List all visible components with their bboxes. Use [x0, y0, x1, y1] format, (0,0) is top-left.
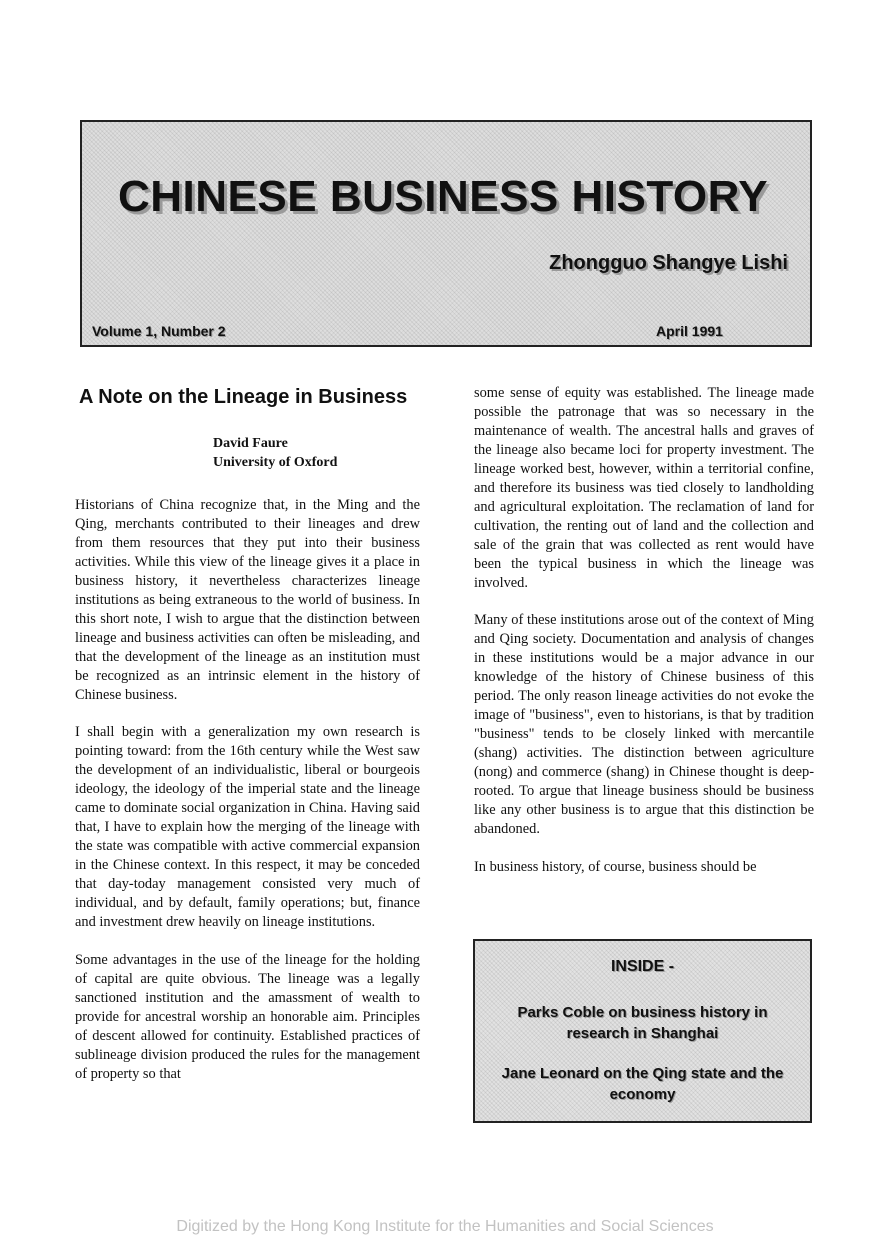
author-affiliation: University of Oxford	[213, 455, 338, 470]
newsletter-subtitle: Zhongguo Shangye Lishi	[549, 252, 788, 274]
inside-item: Parks Coble on business history in research in Shanghai	[517, 1004, 768, 1042]
inside-item: Jane Leonard on the Qing state and the economy	[501, 1065, 784, 1103]
byline	[213, 434, 420, 472]
paragraph: Some advantages in the use of the lineage for the holding of capital are quite obvious. The lineage was a legally sanctioned institution and the amassment of wealth to provide for ancestral worship an honorable aim. Principles of descent allowed for continuity. Established practices of sublineage division produced the rules for the management of property so that	[75, 951, 420, 1082]
author-name: David Faure	[213, 436, 288, 451]
paragraph: Many of these institutions arose out of the context of Ming and Qing society. Documentation and analysis of changes in these institutions would be a major advance in our knowledge of the history of Chinese business of this period. The only reason lineage activities do not evoke the image of "business", even to historians, is that by tradition "business" tends to be closely linked with mercantile (shang) activities. The distinction between agriculture (nong) and commerce (shang) in Chinese thought is deep-rooted. To argue that lineage business should be business like any other business is to argue that this distinction be abandoned.	[474, 612, 814, 837]
digitization-footer: Digitized by the Hong Kong Institute for the Humanities and Social Sciences	[176, 1218, 714, 1235]
paragraph: I shall begin with a generalization my own research is pointing toward: from the 16th century while the West saw the development of an individualistic, liberal or bourgeois ideology, the ideology of the imperial state and the lineage came to dominate social organization in China. Having said that, I have to explain how the merging of the lineage with the state was compatible with active commercial expansion in the Chinese context. In this respect, it may be conceded that day-today management consisted very much of individual, and by default, family operations; but, finance and investment drew heavily on lineage institutions.	[75, 724, 420, 931]
newsletter-title: CHINESE BUSINESS HISTORY	[118, 172, 769, 221]
paragraph: some sense of equity was established. The lineage made possible the patronage that was so necessary in the maintenance of wealth. The ancestral halls and graves of the lineage also became loci for property investment. The lineage worked best, however, within a territorial confine, and therefore its business was tied closely to landholding and agricultural exploitation. The reclamation of land for cultivation, the renting out of land and the collection and sale of the grain that was collected as rent would have been the typical business in which the lineage was involved.	[474, 385, 814, 591]
masthead	[80, 120, 812, 347]
right-column	[474, 384, 814, 896]
volume-number: Volume 1, Number 2	[92, 323, 226, 339]
article-title: A Note on the Lineage in Business	[79, 386, 408, 408]
paragraph: In business history, of course, business should be	[474, 858, 757, 875]
issue-date: April 1991	[656, 323, 723, 339]
inside-box	[473, 939, 812, 1123]
paragraph: Historians of China recognize that, in the Ming and the Qing, merchants contributed to their lineages and drew from them resources that they put into their business activities. While this view of the lineage gives it a place in business history, it nevertheless characterizes lineage institutions as being extraneous to the world of business. In this short note, I wish to argue that the distinction between lineage and business activities can often be misleading, and that the development of the lineage as an institution must be recognized as an intrinsic element in the history of Chinese business.	[75, 497, 420, 703]
inside-heading: INSIDE -	[610, 958, 675, 975]
left-column	[75, 384, 420, 1103]
